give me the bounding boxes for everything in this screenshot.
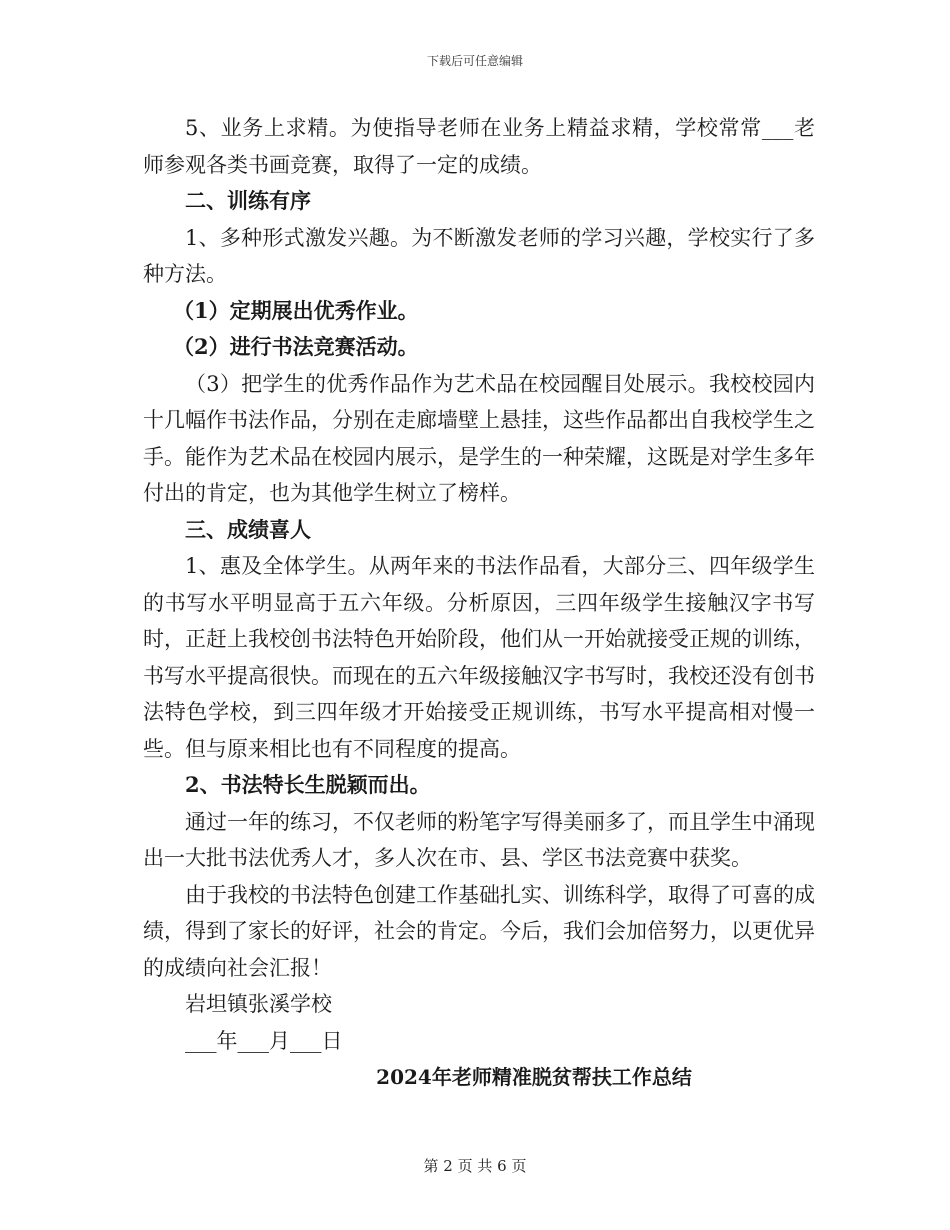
page-header-note: 下载后可任意编辑 [426,54,523,68]
list-item-exhibit: （1）定期展出优秀作业。 [173,297,419,323]
subheading-talent: 2、书法特长生脱颖而出。 [185,772,431,797]
section-heading-results: 三、成绩喜人 [185,516,311,542]
signature-school: 岩坦镇张溪学校 [185,992,332,1016]
paragraph-conclusion: 由于我校的书法特色创建工作基础扎实、训练科学，取得了可喜的成绩，得到了家长的好评，社会的肯定。今后，我们会加倍努力，以更优异的成绩向社会汇报！ [143,882,815,980]
paragraph-business-excellence: 5、业务上求精。为使指导老师在业务上精益求精，学校常常___老师参观各类书画竞赛，取得了一定的成绩。 [143,116,815,177]
list-item-display: （3）把学生的优秀作品作为艺术品在校园醒目处展示。我校校园内十几幅作书法作品，分别在走廊墙壁上悬挂，这些作品都出自我校学生之手。能作为艺术品在校园内展示，是学生的一种荣耀，这既是对学生多年付出的肯定，也为其他学生树立了榜样。 [143,371,815,505]
next-document-title: 2024年老师精准脱贫帮扶工作总结 [376,1065,692,1089]
page-number: 第 2 页 共 6 页 [423,1157,527,1175]
paragraph-all-students: 1、惠及全体学生。从两年来的书法作品看，大部分三、四年级学生的书写水平明显高于五六年级。分析原因，三四年级学生接触汉字书写时，正赶上我校创书法特色开始阶段，他们从一开始就接受正规的训练，书写水平提高很快。而现在的五六年级接触汉字书写时，我校还没有创书法特色学校，到三四年级才开始接受正规训练，书写水平提高相对慢一些。但与原来相比也有不同程度的提高。 [143,554,815,761]
signature-date: ___年___月___日 [185,1028,343,1053]
document-body [143,110,815,1096]
paragraph-interest: 1、多种形式激发兴趣。为不断激发老师的学习兴趣，学校实行了多种方法。 [143,225,815,286]
section-heading-training: 二、训练有序 [185,188,311,213]
paragraph-practice: 通过一年的练习，不仅老师的粉笔字写得美丽多了，而且学生中涌现出一大批书法优秀人才，多人次在市、县、学区书法竞赛中获奖。 [143,809,815,870]
list-item-competition: （2）进行书法竞赛活动。 [173,334,419,359]
